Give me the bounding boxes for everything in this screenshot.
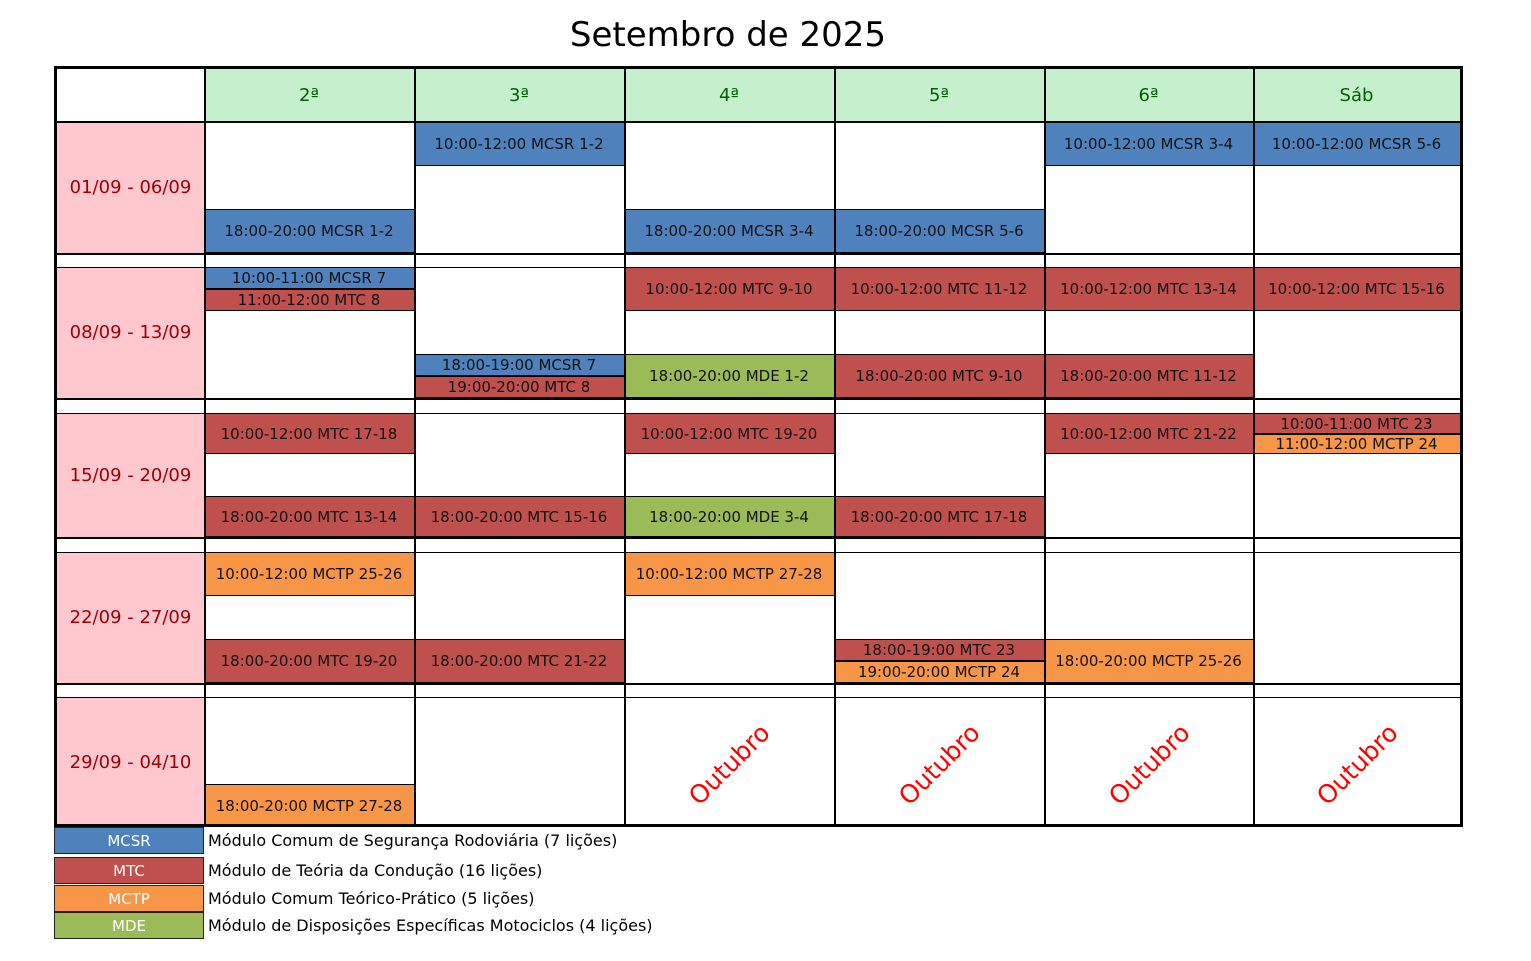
event-border	[1044, 165, 1253, 166]
event-block[interactable]: 18:00-20:00 MTC 11-12	[1044, 354, 1253, 398]
event-block[interactable]: 10:00-12:00 MTC 19-20	[624, 413, 834, 454]
schedule-grid	[54, 66, 1463, 827]
column-line	[204, 69, 206, 827]
event-border	[834, 639, 1044, 640]
event-border	[204, 595, 414, 596]
event-block[interactable]: 18:00-20:00 MTC 19-20	[204, 639, 414, 683]
legend-description: Módulo Comum Teórico-Prático (5 lições)	[208, 889, 535, 908]
event-block[interactable]: 18:00-20:00 MTC 21-22	[414, 639, 624, 683]
week-label: 29/09 - 04/10	[57, 697, 204, 827]
event-block[interactable]: 18:00-20:00 MCSR 3-4	[624, 209, 834, 253]
event-border	[834, 496, 1044, 497]
event-border	[624, 595, 834, 596]
week-label: 22/09 - 27/09	[57, 552, 204, 683]
event-block[interactable]: 18:00-20:00 MDE 1-2	[624, 354, 834, 398]
event-block[interactable]: 10:00-11:00 MTC 23	[1253, 413, 1460, 434]
week-label: 15/09 - 20/09	[57, 413, 204, 537]
event-block[interactable]: 18:00-20:00 MDE 3-4	[624, 496, 834, 537]
event-border	[1044, 639, 1253, 640]
row-line	[57, 122, 1460, 123]
event-border	[624, 354, 834, 355]
row-line	[57, 683, 1460, 685]
event-border	[624, 453, 834, 454]
event-block[interactable]: 18:00-20:00 MCSR 5-6	[834, 209, 1044, 253]
event-border	[834, 354, 1044, 355]
event-border	[834, 661, 1044, 662]
column-line	[834, 69, 836, 827]
event-border	[414, 639, 624, 640]
row-line	[57, 253, 1460, 255]
row-line	[57, 398, 1460, 400]
event-block[interactable]: 11:00-12:00 MCTP 24	[1253, 434, 1460, 454]
event-block[interactable]: 18:00-19:00 MTC 23	[834, 639, 1044, 661]
event-border	[204, 496, 414, 497]
event-border	[834, 310, 1044, 311]
event-border	[414, 376, 624, 377]
next-month-label: Outubro	[1310, 717, 1403, 811]
event-block[interactable]: 11:00-12:00 MTC 8	[204, 289, 414, 311]
event-block[interactable]: 18:00-20:00 MTC 9-10	[834, 354, 1044, 398]
event-border	[1253, 453, 1460, 454]
week-label: 08/09 - 13/09	[57, 267, 204, 398]
event-border	[624, 310, 834, 311]
event-block[interactable]: 18:00-20:00 MTC 17-18	[834, 496, 1044, 537]
event-block[interactable]: 19:00-20:00 MTC 8	[414, 376, 624, 398]
next-month-label: Outubro	[682, 717, 776, 811]
row-line	[57, 267, 1460, 268]
next-month-label: Outubro	[1102, 717, 1195, 811]
event-border	[204, 209, 414, 210]
event-border	[1253, 310, 1460, 311]
legend-item	[54, 857, 654, 885]
event-block[interactable]: 10:00-12:00 MTC 9-10	[624, 267, 834, 311]
column-line	[414, 69, 416, 827]
event-border	[624, 496, 834, 497]
event-block[interactable]: 10:00-12:00 MTC 13-14	[1044, 267, 1253, 311]
event-border	[204, 639, 414, 640]
event-block[interactable]: 18:00-20:00 MCTP 27-28	[204, 784, 414, 827]
event-block[interactable]: 10:00-12:00 MTC 21-22	[1044, 413, 1253, 454]
event-block[interactable]: 10:00-12:00 MCSR 5-6	[1253, 122, 1460, 166]
event-border	[1253, 165, 1460, 166]
row-line	[57, 413, 1460, 414]
event-border	[414, 165, 624, 166]
legend-swatch: MCTP	[54, 885, 204, 912]
column-line	[1044, 69, 1046, 827]
day-header: 2ª	[204, 69, 414, 122]
next-month-label: Outubro	[892, 717, 986, 811]
legend-item	[54, 912, 654, 940]
event-border	[204, 289, 414, 290]
event-border	[414, 354, 624, 355]
row-line	[57, 537, 1460, 539]
event-block[interactable]: 19:00-20:00 MCTP 24	[834, 661, 1044, 683]
legend-description: Módulo de Teória da Condução (16 lições)	[208, 861, 543, 880]
event-block[interactable]: 18:00-20:00 MCSR 1-2	[204, 209, 414, 253]
event-block[interactable]: 10:00-11:00 MCSR 7	[204, 267, 414, 289]
event-block[interactable]: 18:00-19:00 MCSR 7	[414, 354, 624, 376]
week-label: 01/09 - 06/09	[57, 122, 204, 253]
column-line	[624, 69, 626, 827]
event-block[interactable]: 10:00-12:00 MTC 11-12	[834, 267, 1044, 311]
event-block[interactable]: 10:00-12:00 MTC 15-16	[1253, 267, 1460, 311]
event-border	[204, 453, 414, 454]
event-block[interactable]: 18:00-20:00 MTC 13-14	[204, 496, 414, 537]
event-border	[1044, 453, 1253, 454]
event-border	[624, 209, 834, 210]
event-border	[834, 209, 1044, 210]
event-border	[204, 310, 414, 311]
event-border	[414, 496, 624, 497]
row-line	[57, 697, 1460, 698]
legend-swatch: MTC	[54, 857, 204, 884]
legend-item	[54, 827, 654, 855]
page-title: Setembro de 2025	[569, 15, 887, 55]
event-border	[204, 784, 414, 785]
event-border	[1253, 434, 1460, 435]
event-block[interactable]: 18:00-20:00 MTC 15-16	[414, 496, 624, 537]
event-block[interactable]: 10:00-12:00 MCSR 3-4	[1044, 122, 1253, 166]
row-line	[57, 552, 1460, 553]
legend-swatch: MDE	[54, 912, 204, 939]
day-header: 4ª	[624, 69, 834, 122]
day-header: Sáb	[1253, 69, 1460, 122]
legend-swatch: MCSR	[54, 827, 204, 854]
day-header: 3ª	[414, 69, 624, 122]
day-header: 6ª	[1044, 69, 1253, 122]
legend-description: Módulo Comum de Segurança Rodoviária (7 lições)	[208, 831, 618, 850]
legend-item	[54, 885, 654, 913]
legend-description: Módulo de Disposições Específicas Motociclos (4 lições)	[208, 916, 653, 935]
event-block[interactable]: 18:00-20:00 MCTP 25-26	[1044, 639, 1253, 683]
column-line	[1253, 69, 1255, 827]
event-block[interactable]: 10:00-12:00 MTC 17-18	[204, 413, 414, 454]
event-block[interactable]: 10:00-12:00 MCSR 1-2	[414, 122, 624, 166]
event-border	[1044, 310, 1253, 311]
event-block[interactable]: 10:00-12:00 MCTP 25-26	[204, 552, 414, 596]
event-block[interactable]: 10:00-12:00 MCTP 27-28	[624, 552, 834, 596]
day-header: 5ª	[834, 69, 1044, 122]
event-border	[1044, 354, 1253, 355]
